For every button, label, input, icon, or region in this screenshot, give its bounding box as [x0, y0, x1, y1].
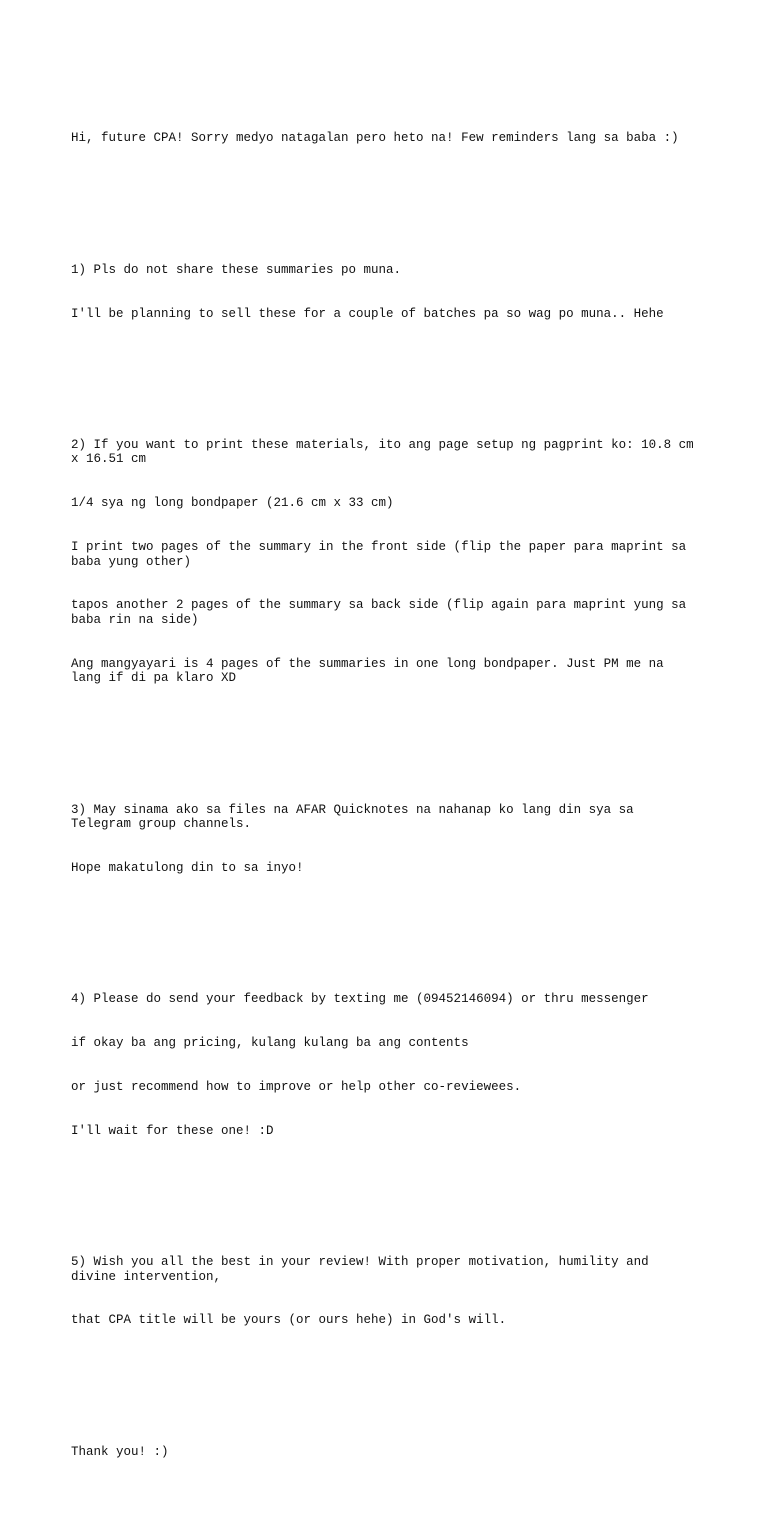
- reminder-2-line-4: tapos another 2 pages of the summary sa back side (flip again para maprint yung sa baba rin na side): [71, 598, 694, 627]
- reminder-4-line-2: if okay ba ang pricing, kulang kulang ba ang contents: [71, 1036, 469, 1051]
- reminder-4-line-1: 4) Please do send your feedback by texting me (09452146094) or thru messenger: [71, 992, 649, 1007]
- reminder-2-line-1: 2) If you want to print these materials, ito ang page setup ng pagprint ko: 10.8 cm x 16.51 cm: [71, 437, 702, 467]
- document-body: [71, 73, 701, 1532]
- reminder-5-line-2: that CPA title will be yours (or ours hehe) in God's will.: [71, 1313, 507, 1328]
- reminder-3-line-1: 3) May sinama ako sa files na AFAR Quicknotes na nahanap ko lang din sya sa Telegram group channels.: [71, 802, 642, 832]
- reminder-5: [71, 1226, 701, 1357]
- reminder-2-line-3: I print two pages of the summary in the front side (flip the paper para maprint sa baba yung other): [71, 540, 694, 569]
- closing-line: Thank you! :): [71, 1444, 169, 1459]
- greeting-line: Hi, future CPA! Sorry medyo natagalan pero heto na! Few reminders lang sa baba :): [71, 131, 679, 146]
- reminder-2-line-5: Ang mangyayari is 4 pages of the summaries in one long bondpaper. Just PM me na lang if di pa klaro XD: [71, 656, 672, 686]
- closing-paragraph: [71, 1416, 701, 1489]
- reminder-4: [71, 963, 701, 1167]
- reminder-3: [71, 774, 701, 905]
- reminder-2: [71, 409, 701, 715]
- reminder-3-line-2: Hope makatulong din to sa inyo!: [71, 861, 304, 876]
- reminder-5-line-1: 5) Wish you all the best in your review! With proper motivation, humility and divine intervention,: [71, 1255, 657, 1284]
- reminder-4-line-4: I'll wait for these one! :D: [71, 1123, 274, 1138]
- greeting-paragraph: [71, 102, 701, 175]
- reminder-4-line-3: or just recommend how to improve or help other co-reviewees.: [71, 1079, 522, 1094]
- reminder-1-line-1: 1) Pls do not share these summaries po muna.: [71, 262, 402, 277]
- reminder-2-line-2: 1/4 sya ng long bondpaper (21.6 cm x 33 cm): [71, 496, 394, 511]
- reminder-1-line-2: I'll be planning to sell these for a couple of batches pa so wag po muna.. Hehe: [71, 306, 664, 321]
- reminder-1: [71, 234, 701, 351]
